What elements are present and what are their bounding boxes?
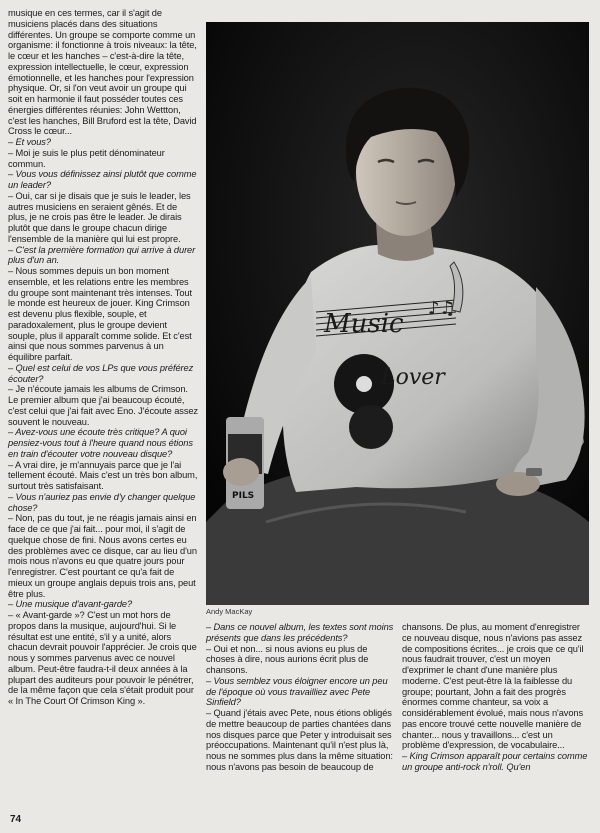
photo-andy-mackay [206, 22, 589, 605]
interview-answer: musique en ces termes, car il s'agit de musiciens placés dans des situations différentes. Un groupe se comporte comme un organisme: il fonctionne à trois niveaux: la tête, le cœur et les hanches – c'est-à-dire la tête, expression intellectuelle, le cœur, expression émotionnelle, et les hanches pour l'expression physique. Or, si l'on veut avoir un groupe qui soit en harmonie il faut posséder toutes ces énergies différentes réunies: John Wettton, c'est les hanches, Bill Bruford est la tête, David Cross le cœur... [8, 8, 197, 137]
interview-answer: chansons. De plus, au moment d'enregistrer ce nouveau disque, nous n'avions pas assez de compositions écrites... je crois que ce qu'il nous faudrait trouver, c'est un moyen d'exprimer le chant d'une manière plus moderne. C'est peut-être là la faiblesse du groupe; pourtant, John a fait des progrès énormes comme chanteur, sa voix a considérablement évolué, mais nous n'avons pas encore trouvé cette nouvelle manière de chanter... nous y travaillons... c'est un problème d'expression, de vocabulaire... [402, 622, 584, 751]
interview-answer: – A vrai dire, je m'annuyais parce que je l'ai tellement écouté. Mais c'est un très bon album, surtout très satisfaisant. [8, 459, 198, 491]
interview-question: – Vous vous définissez ainsi plutôt que comme un leader? [8, 169, 197, 190]
interview-question: – Dans ce nouvel album, les textes sont moins présents que dans les précédents? [206, 622, 394, 643]
interview-answer: – Quand j'étais avec Pete, nous étions obligés de mettre beaucoup de parties chantées dans nos disques parce que Peter y introduisait ses préoccupations. Maintenant qu'il n'est plus là, nous ne sommes plus dans la même situation: nous n'avons pas besoin de beaucoup de [206, 708, 393, 772]
interview-question: – Et vous? [8, 137, 51, 147]
interview-answer: – Moi je suis le plus petit dénominateur commun. [8, 147, 165, 169]
interview-question: – Avez-vous une écoute très critique? A quoi pensiez-vous tout à l'heure quand nous étions en train d'écouter votre nouveau disque? [8, 427, 193, 459]
svg-text:♪♫: ♪♫ [428, 298, 456, 319]
interview-question: – Quel est celui de vos LPs que vous préférez écouter? [8, 362, 194, 384]
portrait-illustration [206, 22, 589, 605]
article-column-left [8, 8, 198, 707]
interview-answer: – Oui, car si je disais que je suis le leader, les autres musiciens en seraient gênés. Et de plus, je ne crois pas être le leader. Je dirais plutôt que dans le groupe chacun dirige l'ensemble de la manière qui lui est propre. [8, 190, 191, 244]
interview-answer: – Je n'écoute jamais les albums de Crimson. Le premier album que j'ai beaucoup écouté, c'est celui que j'ai fait avec Eno. J'écoute assez souvent le nouveau. [8, 384, 198, 427]
interview-question: – Vous semblez vous éloigner encore un peu de l'époque où vous travailliez avec Pete Sinfield? [206, 675, 388, 708]
can-label: PILS [232, 491, 255, 501]
interview-question: – Vous n'auriez pas envie d'y changer quelque chose? [8, 491, 196, 513]
interview-question: – C'est la première formation qui arrive à durer plus d'un an. [8, 244, 196, 266]
interview-question: – King Crimson apparaît pour certains comme un groupe anti-rock n'roll. Qu'en [402, 751, 588, 772]
article-column-right [402, 622, 590, 773]
interview-answer: – Non, pas du tout, je ne réagis jamais ainsi en face de ce que j'ai fait... pour moi, il s'agit de quelque chose de fini. Nous avons certes eu des problèmes avec ce disque, car au lieu d'un mois nous n'avons eu que quatre jours pour l'enregistrer. C'est pourtant ce qu'a fait de mieux un groupe anglais depuis trois ans, peut être plus. [8, 513, 197, 599]
page-number: 74 [10, 814, 22, 825]
interview-answer: – « Avant-garde »? C'est un mot hors de propos dans la musique, aujourd'hui. Si le résultat est une entité, s'il y a unité, alors chacun devrait pouvoir l'apprécier. Je crois que nous y sommes parvenus avec ce nouvel album. Peut-être faudra-t-il deux années à la plupart des auditeurs pour pouvoir le pénétrer, de la même façon que cela s'était produit pour « In The Court Of Crimson King ». [8, 610, 197, 706]
wristwatch [526, 468, 542, 476]
photo-caption: Andy MacKay [206, 607, 253, 616]
article-column-middle [206, 622, 394, 773]
shirt-text-music: Music [324, 309, 404, 339]
interview-answer: – Nous sommes depuis un bon moment ensemble, et les relations entre les membres du groupe sont maintenant très intenses. Tout le monde est heureux de jouer. King Crimson est devenu plus flexible, souple, et paradoxalement, plus le groupe devient souple, plus il apparaît comme solide. Et c'est ainsi que nous sommes parvenus à un équilibre parfait. [8, 266, 192, 362]
interview-answer: – Oui et non... si nous avions eu plus de choses à dire, nous aurions écrit plus de chansons. [206, 643, 369, 675]
interview-question: – Une musique d'avant-garde? [8, 599, 133, 610]
shirt-text-lover: Lover [381, 365, 445, 390]
